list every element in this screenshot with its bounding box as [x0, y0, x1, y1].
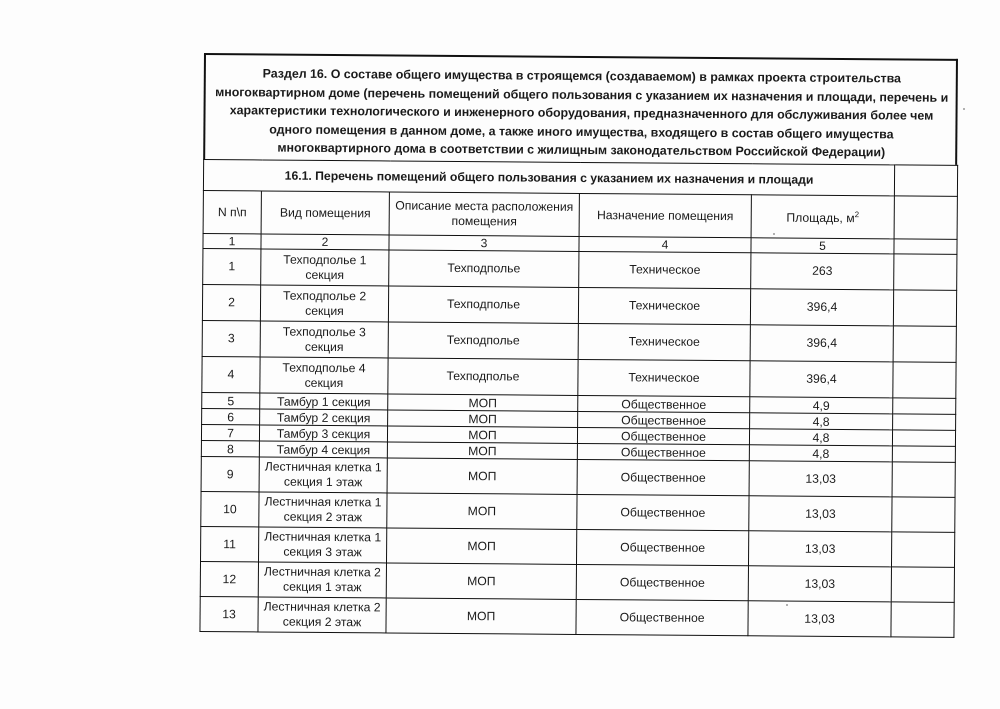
extra-cell — [894, 254, 957, 290]
table-row — [202, 356, 956, 398]
common-premises-table — [199, 159, 958, 638]
purpose-cell: Общественное — [576, 564, 748, 600]
location-cell: МОП — [387, 442, 577, 459]
header-purpose: Назначение помещения — [579, 193, 751, 237]
number-cell: 3 — [202, 320, 260, 356]
section-header-box — [203, 53, 958, 165]
purpose-cell: Общественное — [577, 443, 749, 460]
location-cell: МОП — [387, 458, 577, 494]
purpose-cell: Общественное — [577, 427, 749, 444]
location-cell: МОП — [387, 426, 577, 443]
kind-cell: Техподполье 4 секция — [260, 357, 388, 394]
column-number: 2 — [261, 234, 389, 250]
area-cell: 396,4 — [750, 289, 893, 326]
number-cell: 11 — [201, 526, 259, 561]
location-cell: Техподполье — [389, 250, 579, 287]
area-cell: 13,03 — [748, 601, 891, 637]
extra-cell — [892, 532, 955, 567]
number-cell: 4 — [202, 356, 260, 392]
area-cell: 13,03 — [749, 461, 892, 497]
table-row — [201, 456, 955, 497]
number-cell: 6 — [202, 408, 260, 424]
number-cell: 2 — [202, 284, 260, 320]
header-row — [203, 190, 957, 239]
purpose-cell: Общественное — [578, 411, 750, 428]
document-sheet — [199, 53, 958, 638]
kind-cell: Техподполье 1 секция — [261, 249, 389, 286]
kind-cell: Тамбур 3 секция — [259, 425, 387, 442]
header-number: N п\п — [203, 190, 261, 233]
extra-cell — [891, 567, 954, 602]
purpose-cell: Общественное — [576, 529, 748, 565]
column-number: 3 — [389, 235, 579, 251]
table-row — [202, 284, 956, 326]
area-cell: 4,8 — [750, 413, 893, 430]
kind-cell: Лестничная клетка 1 секция 1 этаж — [259, 457, 387, 493]
location-cell: МОП — [388, 410, 578, 427]
purpose-cell: Общественное — [576, 599, 748, 635]
area-cell: 13,03 — [749, 496, 892, 532]
number-cell: 10 — [201, 491, 259, 526]
scan-speck — [786, 604, 788, 606]
number-cell: 7 — [201, 424, 259, 440]
extra-cell — [892, 462, 955, 497]
header-area-unit: 2 — [854, 210, 860, 220]
number-cell: 1 — [203, 248, 261, 284]
extra-cell — [892, 446, 955, 462]
extra-cell — [892, 430, 955, 446]
purpose-cell: Техническое — [579, 251, 751, 288]
table-row — [203, 248, 957, 290]
area-cell: 13,03 — [748, 566, 891, 602]
section-title: Раздел 16. О составе общего имущества в строящемся (создаваемом) в рамках проекта строительства многоквартирном доме (перечень помещений общего пользования с указанием их назначения и площади, перечень и характеристики технологического и инженерного оборудования, предназначенного для обслуживания более чем одного помещения в данном доме, а также иного имущества, входящего в состав общего имущества многоквартирного дома в соответствии с жилищным законодательством Российской Федерации) — [215, 66, 949, 160]
extra-cell — [891, 602, 954, 637]
location-cell: МОП — [387, 493, 577, 529]
column-number: 1 — [203, 233, 261, 248]
extra-cell — [893, 326, 956, 362]
extra-cell — [894, 196, 957, 239]
purpose-cell: Техническое — [578, 323, 750, 360]
purpose-cell: Общественное — [578, 395, 750, 412]
table-row — [200, 561, 954, 602]
purpose-cell: Техническое — [578, 287, 750, 324]
extra-cell — [893, 290, 956, 326]
kind-cell: Техподполье 3 секция — [260, 321, 388, 358]
table-row — [202, 320, 956, 362]
location-cell: МОП — [388, 394, 578, 411]
subsection-title: 16.1. Перечень помещений общего пользования с указанием их назначения и площади — [203, 160, 894, 196]
header-location: Описание места расположения помещения — [389, 192, 579, 236]
area-cell: 263 — [751, 253, 894, 290]
column-number: 4 — [579, 236, 751, 252]
area-cell: 4,8 — [749, 429, 892, 446]
table-row — [201, 491, 955, 532]
area-cell: 4,8 — [749, 445, 892, 462]
extra-cell — [893, 398, 956, 414]
kind-cell: Лестничная клетка 2 секция 2 этаж — [258, 597, 386, 633]
number-cell: 9 — [201, 456, 259, 491]
scan-speck — [773, 233, 775, 235]
area-cell: 13,03 — [748, 531, 891, 567]
kind-cell: Тамбур 1 секция — [260, 393, 388, 410]
table-row — [201, 526, 955, 567]
kind-cell: Тамбур 4 секция — [259, 441, 387, 458]
column-number: 5 — [751, 238, 894, 254]
location-cell: Техподполье — [388, 286, 578, 323]
extra-cell — [894, 239, 957, 254]
header-kind: Вид помещения — [261, 191, 389, 235]
number-cell: 13 — [200, 596, 258, 631]
kind-cell: Тамбур 2 секция — [260, 409, 388, 426]
area-cell: 4,9 — [750, 397, 893, 414]
table-row — [200, 596, 954, 637]
kind-cell: Техподполье 2 секция — [260, 285, 388, 322]
scan-speck — [963, 108, 965, 110]
kind-cell: Лестничная клетка 2 секция 1 этаж — [258, 562, 386, 598]
purpose-cell: Техническое — [578, 359, 750, 396]
extra-cell — [893, 362, 956, 398]
area-cell: 396,4 — [750, 361, 893, 398]
extra-cell — [892, 497, 955, 532]
location-cell: МОП — [386, 598, 576, 634]
kind-cell: Лестничная клетка 1 секция 3 этаж — [259, 527, 387, 563]
purpose-cell: Общественное — [577, 459, 749, 495]
location-cell: Техподполье — [388, 322, 578, 359]
kind-cell: Лестничная клетка 1 секция 2 этаж — [259, 492, 387, 528]
area-cell: 396,4 — [750, 325, 893, 362]
number-cell: 8 — [201, 440, 259, 456]
header-area-label: Площадь, м — [786, 211, 855, 226]
extra-cell — [894, 165, 957, 196]
location-cell: МОП — [386, 563, 576, 599]
extra-cell — [893, 414, 956, 430]
purpose-cell: Общественное — [577, 494, 749, 530]
location-cell: МОП — [387, 528, 577, 564]
number-cell: 5 — [202, 392, 260, 408]
location-cell: Техподполье — [388, 358, 578, 395]
number-cell: 12 — [200, 561, 258, 596]
